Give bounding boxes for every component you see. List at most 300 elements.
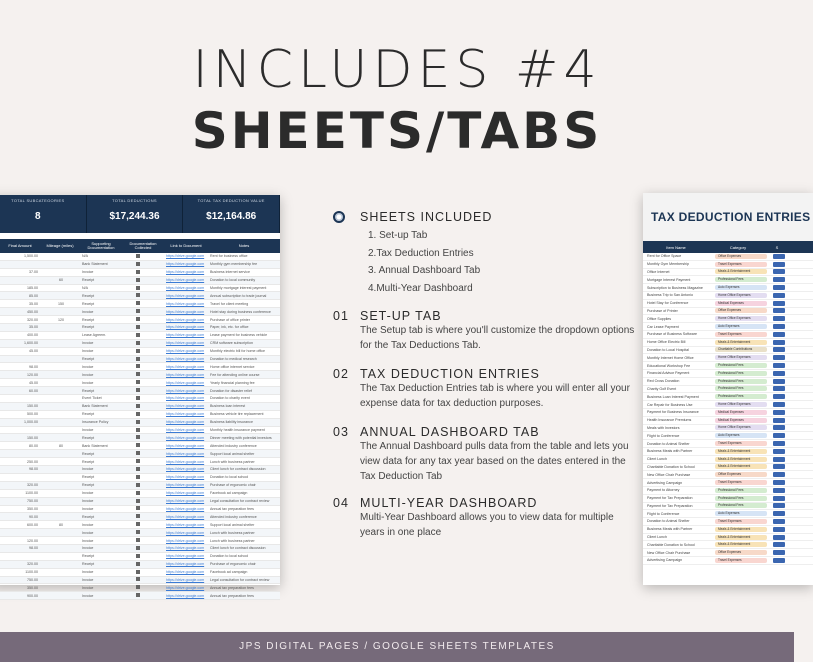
table-row [0,387,280,395]
table-cell[interactable]: https://drive.google.com [166,585,205,590]
documentation-checkbox [122,412,164,417]
table-cell: Receipt [82,514,95,519]
table-cell[interactable]: https://drive.google.com [166,570,205,575]
documentation-checkbox [122,562,164,567]
table-cell: Annual tax preparation fees [210,506,254,511]
category-pill[interactable]: Medical Expenses [715,301,767,306]
table-cell: Invoice [82,538,94,543]
documentation-checkbox [122,325,164,330]
table-cell: 98.00 [29,546,38,551]
table-row [0,427,280,435]
table-cell[interactable]: https://drive.google.com [166,301,205,306]
table-row [0,521,280,529]
documentation-checkbox [122,364,164,369]
table-row [643,362,813,370]
checkbox-icon[interactable] [136,522,140,526]
status-chip [773,449,785,454]
table-cell[interactable]: https://drive.google.com [166,254,205,259]
table-cell[interactable]: https://drive.google.com [166,435,205,440]
table-cell: Receipt [82,435,95,440]
category-pill[interactable]: Travel Expenses [715,262,767,267]
item-name: Business Meals with Partner [647,449,693,454]
table-cell: 350.00 [27,585,38,590]
table-cell[interactable]: https://drive.google.com [166,459,205,464]
table-cell: Monthly health insurance payment [210,428,265,433]
table-row [0,545,280,553]
table-row [0,561,280,569]
category-pill[interactable]: Auto Expenses [715,511,767,516]
checkbox-icon[interactable] [136,506,140,510]
table-cell[interactable]: https://drive.google.com [166,522,205,527]
category-pill[interactable]: Travel Expenses [715,480,767,485]
table-cell: Monthly mortgage interest payment [210,286,267,290]
checkbox-icon[interactable] [136,491,140,495]
item-name: Office Supplies [647,316,672,321]
checkbox-icon[interactable] [136,435,140,439]
table-cell: 37.00 [29,270,38,275]
table-cell: Receipt [82,301,95,306]
table-row [0,292,280,300]
checkbox-icon[interactable] [136,388,140,392]
category-pill[interactable]: Travel Expenses [715,519,767,524]
documentation-checkbox [122,388,164,393]
table-row [643,409,813,417]
checkbox-icon[interactable] [136,475,140,479]
table-row [643,526,813,534]
checkbox-icon[interactable] [136,309,140,313]
checkbox-icon[interactable] [136,364,140,368]
table-cell[interactable]: https://drive.google.com [166,286,205,290]
checkbox-icon[interactable] [136,530,140,534]
table-cell: 400.00 [27,333,38,338]
table-cell: Donation for disaster relief [210,388,252,393]
table-cell: Business vehicle tire replacement [210,412,264,417]
total-subcategories [0,195,87,233]
table-cell: Purchase of office printer [210,317,250,322]
table-row [0,592,280,600]
hero-heading-line1: INCLUDES #4 [192,40,602,100]
table-cell: 98.00 [29,467,38,472]
checkbox-icon[interactable] [136,349,140,353]
checkbox-icon[interactable] [136,372,140,376]
category-pill[interactable]: Professional Fees [715,386,767,391]
table-cell: Invoice [82,372,94,377]
category-pill[interactable]: Auto Expenses [715,324,767,329]
item-name: Subscription to Business Magazine [647,285,703,290]
footer-banner: JPS DIGITAL PAGES / GOOGLE SHEETS TEMPLATES [0,632,794,662]
documentation-checkbox [122,585,164,590]
checkbox-icon[interactable] [136,467,140,471]
table-row [643,510,813,518]
table-cell: Receipt [82,483,95,488]
documentation-checkbox [122,270,164,275]
section-number: 02 [333,367,349,381]
column-header: S [775,244,779,250]
category-pill[interactable]: Professional Fees [715,394,767,399]
column-header: Final Amount [8,242,32,248]
table-cell: Invoice [82,570,94,575]
checkbox-icon[interactable] [136,341,140,345]
documentation-checkbox [122,380,164,385]
table-cell: Donation to charity event [210,396,250,401]
documentation-checkbox [122,372,164,377]
table-cell: Travel for client meeting [210,301,249,306]
documentation-checkbox [122,514,164,519]
table-cell: 85.00 [29,293,38,298]
table-row [643,292,813,300]
column-header: Notes [238,242,250,248]
table-row [643,393,813,401]
category-pill[interactable]: Professional Fees [715,496,767,501]
status-chip [773,542,785,547]
table-cell[interactable]: https://drive.google.com [166,380,205,385]
table-cell[interactable]: https://drive.google.com [166,420,205,425]
column-header: Mileage (miles) [46,242,74,248]
table-cell: Monthly gym membership fee [210,262,258,267]
checkbox-icon[interactable] [136,420,140,424]
status-chip [773,535,785,540]
checkbox-icon[interactable] [136,499,140,503]
category-pill[interactable]: Home Office Expenses [715,293,767,298]
table-cell[interactable]: https://drive.google.com [166,428,205,433]
table-row [0,529,280,537]
item-name: Flight to Conference [647,511,680,516]
table-row [0,316,280,324]
table-cell[interactable]: https://drive.google.com [166,262,205,267]
table-cell: 250.00 [27,459,38,464]
left-sheet-header-row [0,239,280,253]
checkbox-icon[interactable] [136,546,140,550]
checkbox-icon[interactable] [136,514,140,518]
category-pill[interactable]: Professional Fees [715,503,767,508]
table-cell[interactable]: https://drive.google.com [166,278,205,283]
table-row [0,577,280,585]
item-name: Red Cross Donation [647,379,680,384]
table-cell: 98.00 [29,364,38,369]
table-cell[interactable]: https://drive.google.com [166,357,205,362]
right-sheet-rows [643,253,813,565]
table-row [643,534,813,542]
status-chip [773,285,785,290]
status-chip [773,308,785,313]
checkbox-icon[interactable] [136,538,140,542]
table-cell: Bank Statement [82,443,108,448]
table-cell[interactable]: https://drive.google.com [166,530,205,535]
item-name: Hotel Stay for Conference [647,301,689,306]
section-description: The Annual Dashboard pulls data from the table and lets you view data for any tax year based on the dates entered in the Tax Deduction Tab [360,441,629,482]
table-row [643,440,813,448]
item-name: Office Internet [647,269,670,274]
table-row [0,458,280,466]
status-chip [773,550,785,555]
category-pill[interactable]: Professional Fees [715,363,767,368]
category-pill[interactable]: Meals & Entertainment [715,457,767,462]
item-name: Flight to Conference [647,433,680,438]
table-row [0,474,280,482]
section-description: The Setup tab is where you'll customize the dropdown options for the Tax Deductions Tab. [360,325,635,351]
table-cell: 1100.00 [25,491,38,496]
table-cell[interactable]: https://drive.google.com [166,514,205,519]
table-row [643,276,813,284]
table-cell: Receipt [82,451,95,456]
table-cell[interactable]: https://drive.google.com [166,475,205,480]
checkbox-icon[interactable] [136,301,140,305]
table-cell[interactable]: https://drive.google.com [166,270,205,275]
section-number: 03 [333,425,349,439]
documentation-checkbox [122,570,164,575]
item-name: Charitable Donation to School [647,464,695,469]
checkbox-icon[interactable] [136,577,140,581]
table-cell [0,531,2,535]
table-cell: Purchase of ergonomic chair [210,483,256,488]
item-name: Donation to Animal Shelter [647,441,690,446]
category-pill[interactable]: Office Expenses [715,254,767,259]
table-cell: Client lunch for contract discussion [210,546,266,551]
category-pill[interactable]: Professional Fees [715,371,767,376]
table-cell: 150.00 [27,435,38,440]
table-row [0,513,280,521]
table-cell: Rent for business office [210,254,248,259]
table-row [0,371,280,379]
category-pill[interactable]: Travel Expenses [715,558,767,563]
section-title: SET-UP TAB [360,309,442,323]
table-cell: Invoice [82,380,94,385]
table-cell[interactable]: https://drive.google.com [166,593,205,598]
table-row [643,308,813,316]
item-name: Monthly Gym Membership [647,262,689,267]
item-name: Payment for Tax Preparation [647,503,693,508]
item-name: Business Meals with Partner [647,527,693,532]
table-row [643,456,813,464]
section-description: The Tax Deduction Entries tab is where you will enter all your expense data for tax deduction purposes. [360,383,630,409]
checkbox-icon[interactable] [136,412,140,416]
table-row [0,363,280,371]
table-cell[interactable]: https://drive.google.com [166,467,205,472]
table-cell: Donation to local school [210,475,249,480]
checkbox-icon[interactable] [136,396,140,400]
checkbox-icon[interactable] [136,333,140,337]
table-row [0,285,280,293]
category-pill[interactable]: Professional Fees [715,277,767,282]
table-cell[interactable]: https://drive.google.com [166,483,205,488]
status-chip [773,410,785,415]
table-cell: Invoice [82,309,94,314]
table-cell: Invoice [82,491,94,496]
table-cell[interactable]: https://drive.google.com [166,364,205,369]
category-pill[interactable]: Office Expenses [715,472,767,477]
table-cell[interactable]: https://drive.google.com [166,506,205,511]
category-pill[interactable]: Office Expenses [715,308,767,313]
table-cell[interactable]: https://drive.google.com [166,349,205,354]
checkbox-icon[interactable] [136,562,140,566]
checkbox-icon[interactable] [136,286,140,290]
checkbox-icon[interactable] [136,451,140,455]
category-pill[interactable]: Medical Expenses [715,418,767,423]
checkbox-icon[interactable] [136,459,140,463]
item-name: Purchase of Printer [647,308,678,313]
table-cell[interactable]: https://drive.google.com [166,554,205,559]
table-cell[interactable]: https://drive.google.com [166,538,205,543]
checkbox-icon[interactable] [136,262,140,266]
category-pill[interactable]: Meals & Entertainment [715,449,767,454]
table-cell[interactable]: https://drive.google.com [166,546,205,551]
table-cell[interactable]: https://drive.google.com [166,562,205,567]
table-cell[interactable]: https://drive.google.com [166,499,205,504]
table-cell[interactable]: https://drive.google.com [166,293,205,298]
table-cell[interactable]: https://drive.google.com [166,404,205,409]
category-pill[interactable]: Home Office Expenses [715,425,767,430]
section-number: 04 [333,496,349,510]
category-pill[interactable]: Meals & Entertainment [715,464,767,469]
status-chip [773,511,785,516]
table-cell[interactable]: https://drive.google.com [166,396,205,401]
status-chip [773,332,785,337]
column-header: Link to Document [170,242,202,248]
category-pill[interactable]: Meals & Entertainment [715,535,767,540]
checkbox-icon[interactable] [136,483,140,487]
table-row [0,411,280,419]
status-chip [773,316,785,321]
table-row [643,541,813,549]
checkbox-icon[interactable] [136,254,140,258]
table-cell[interactable]: https://drive.google.com [166,577,205,582]
category-pill[interactable]: Medical Expenses [715,410,767,415]
table-cell[interactable]: https://drive.google.com [166,325,205,330]
left-sheet-rows [0,253,280,600]
table-cell: 80 [59,443,63,448]
table-cell: Hotel stay during business conference [210,309,271,314]
status-chip [773,464,785,469]
checkbox-icon[interactable] [136,593,140,597]
category-pill[interactable]: Charitable Contributions [715,347,767,352]
table-row [0,324,280,332]
checkbox-icon[interactable] [136,570,140,574]
table-cell: Home office internet service [210,364,255,369]
category-pill[interactable]: Meals & Entertainment [715,527,767,532]
table-row [643,464,813,472]
table-cell: Invoice [82,506,94,511]
sheets-included-title: SHEETS INCLUDED [360,210,493,224]
documentation-checkbox [122,428,164,433]
table-cell: CRM software subscription [210,341,253,346]
category-pill[interactable]: Auto Expenses [715,433,767,438]
checkbox-icon[interactable] [136,404,140,408]
table-row [0,482,280,490]
status-chip [773,558,785,563]
status-chip [773,496,785,501]
table-cell: Receipt [82,357,95,362]
category-pill[interactable]: Meals & Entertainment [715,269,767,274]
table-cell[interactable]: https://drive.google.com [166,451,205,456]
table-cell [0,428,2,432]
section-description: Multi-Year Dashboard allows you to view data for multiple years in one place [360,512,614,538]
checkbox-icon[interactable] [136,278,140,282]
status-chip [773,363,785,368]
section-tax-deduction-entries [333,367,633,411]
category-pill[interactable]: Home Office Expenses [715,402,767,407]
checkbox-icon[interactable] [136,443,140,447]
table-row [0,253,280,261]
category-pill[interactable]: Office Expenses [715,550,767,555]
table-cell: Facebook ad campaign [210,491,248,496]
category-pill[interactable]: Meals & Entertainment [715,542,767,547]
section-title: TAX DEDUCTION ENTRIES [360,367,540,381]
checkbox-icon[interactable] [136,380,140,384]
item-name: Client Lunch [647,457,667,462]
checkbox-icon[interactable] [136,357,140,361]
category-pill[interactable]: Travel Expenses [715,332,767,337]
table-row [643,269,813,277]
category-pill[interactable]: Travel Expenses [715,441,767,446]
table-cell [0,554,2,558]
table-cell: 35.00 [29,325,38,330]
table-cell: 1100.00 [25,570,38,575]
table-row [643,425,813,433]
table-cell: N/A [82,286,88,290]
checkbox-icon[interactable] [136,317,140,321]
table-cell[interactable]: https://drive.google.com [166,412,205,417]
status-chip [773,394,785,399]
checkbox-icon[interactable] [136,293,140,297]
category-pill[interactable]: Professional Fees [715,488,767,493]
documentation-checkbox [122,317,164,322]
right-sheet-preview [643,193,813,585]
checkbox-icon[interactable] [136,270,140,274]
status-chip [773,488,785,493]
table-cell: Receipt [82,459,95,464]
column-header: Category [729,244,747,250]
table-cell[interactable]: https://drive.google.com [166,317,205,322]
checkbox-icon[interactable] [136,428,140,432]
item-name: Business Loan Interest Payment [647,394,699,399]
table-cell[interactable]: https://drive.google.com [166,443,205,448]
sheets-included-list [368,227,633,297]
table-cell[interactable]: https://drive.google.com [166,491,205,496]
item-name: Donation to Animal Shelter [647,519,690,524]
table-cell[interactable]: https://drive.google.com [166,388,205,393]
table-cell[interactable]: https://drive.google.com [166,333,205,338]
table-row [643,448,813,456]
table-row [0,340,280,348]
column-header: Supporting Documentation [87,240,115,250]
category-pill[interactable]: Home Office Expenses [715,355,767,360]
section-title: ANNUAL DASHBOARD TAB [360,425,540,439]
table-cell: Invoice [82,428,94,433]
table-cell: Annual tax preparation fees [210,585,254,590]
status-chip [773,480,785,485]
checkbox-icon[interactable] [136,585,140,589]
category-pill[interactable]: Professional Fees [715,379,767,384]
checkbox-icon[interactable] [136,554,140,558]
table-row [643,315,813,323]
category-pill[interactable]: Auto Expenses [715,285,767,290]
status-chip [773,519,785,524]
table-cell [0,357,2,361]
checkbox-icon[interactable] [136,325,140,329]
category-pill[interactable]: Meals & Entertainment [715,340,767,345]
table-row [643,386,813,394]
category-pill[interactable]: Home Office Expenses [715,316,767,321]
documentation-checkbox [122,293,164,298]
documentation-checkbox [122,286,164,291]
table-cell[interactable]: https://drive.google.com [166,341,205,346]
table-cell[interactable]: https://drive.google.com [166,372,205,377]
table-row [0,498,280,506]
table-row [643,557,813,565]
documentation-checkbox [122,499,164,504]
table-cell[interactable]: https://drive.google.com [166,309,205,314]
table-cell: 35.00 [29,301,38,306]
